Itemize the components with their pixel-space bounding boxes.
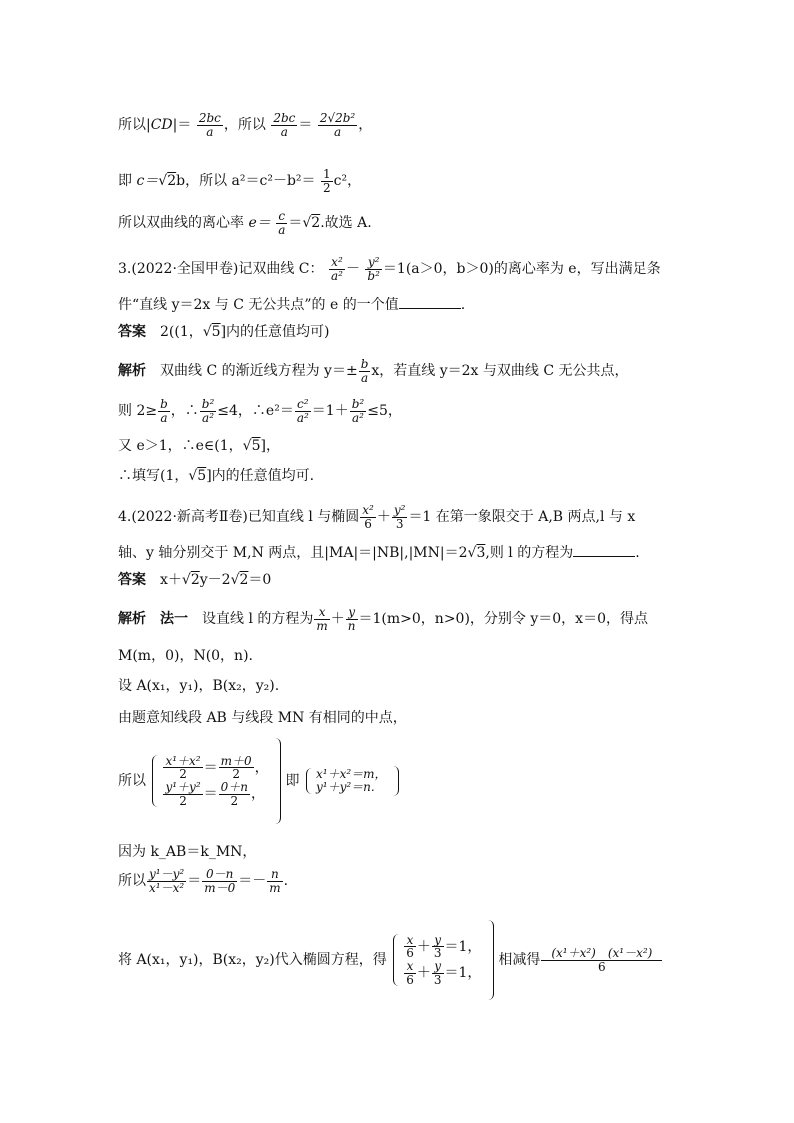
text: |＝ — [172, 117, 192, 134]
answer-4: 答案 x＋√2y－2√2＝0 — [118, 572, 272, 588]
fraction: $\frac{\text{x²}}{6}$ — [362, 503, 374, 531]
equation-system: $\frac{\text{x¹＋x²}}{2}$ ＝ $\frac{m+0}{2}$ ， $\frac{\text{y¹＋y²}}{2}$ ＝ $\frac{0+n}{2}$ ， — [152, 755, 268, 807]
question-3-line-1: 3.(2022·全国甲卷)记双曲线 C： $\frac{\text{x²}}{\text{a²}}$ － $\frac{\text{y²}}{\text{b²}}$ ＝1(a＞0，b＞0)的离心率为 e，写出满足条 — [118, 255, 661, 283]
equation-system: x¹＋x²＝m， y¹＋y²＝n. — [306, 768, 387, 794]
fraction: $\frac{y}{n}$ — [347, 605, 356, 633]
fraction: $\frac{\text{b²}}{\text{a²}}$ — [351, 397, 365, 425]
fraction: $\frac{b}{a}$ — [360, 357, 369, 385]
answer-blank — [399, 294, 461, 309]
fraction: $\frac{b}{a}$ — [160, 397, 168, 425]
text-line-3: 所以双曲线的离心率 e＝ $\frac{c}{a}$ ＝√2.故选 A. — [118, 209, 372, 237]
fraction: $\frac{\text{y²}}{\text{b²}}$ — [367, 255, 380, 283]
fraction: $\frac{\text{x²}}{\text{a²}}$ — [330, 255, 343, 283]
text: ，所以 — [223, 117, 266, 134]
fraction: $\frac{x}{m}$ — [316, 605, 328, 633]
fraction: $\frac{\text{2√2b²}}{a}$ — [319, 111, 356, 139]
solution-3-line-3: 又 e＞1，∴e∈(1，√5]， — [118, 438, 280, 454]
equation-system: $\frac{x}{6}$ ＋ $\frac{y}{3}$ ＝1， $\frac{x}{6}$ ＋ $\frac{y}{3}$ ＝1， — [393, 934, 481, 986]
answer-label: 答案 — [118, 572, 146, 588]
solution-4-line-3: 设 A(x₁，y₁)，B(x₂，y₂). — [118, 678, 280, 694]
answer-blank — [573, 542, 635, 557]
fraction: $\frac{c}{a}$ — [278, 209, 286, 237]
solution-3-line-1: 解析 双曲线 C 的渐近线方程为 y＝± $\frac{b}{a}$ x，若直线 y＝2x 与双曲线 C 无公共点， — [118, 357, 629, 385]
fraction: $\frac{n}{m}$ — [269, 867, 281, 895]
text: ， — [358, 117, 373, 134]
method-label: 法一 — [160, 611, 188, 628]
fraction: $\frac{0-n}{m-0}$ — [204, 867, 236, 895]
fraction: $\frac{\text{c²}}{\text{a²}}$ — [296, 397, 309, 425]
text-line-2: 即 c＝√2b，所以 a²＝c²－b²＝ $\frac{1}{2}$ c²， — [118, 167, 362, 195]
solution-3-line-2: 则 2≥ $\frac{b}{a}$ ，∴ $\frac{\text{b²}}{\text{a²}}$ ≤4，∴e²＝ $\frac{\text{c²}}{\text{a²}}$ ＝1＋ $\frac{\text{b²}}{\text{a²}}$ ≤5， — [118, 397, 402, 425]
question-4-line-1: 4.(2022·新高考Ⅱ卷)已知直线 l 与椭圆 $\frac{\text{x²}}{6}$ ＋ $\frac{\text{y²}}{3}$ ＝1 在第一象限交于 A,B 两点,l 与 x — [118, 503, 636, 531]
solution-4-line-2: M(m，0)，N(0，n). — [118, 648, 253, 664]
fraction: $\frac{\text{y²}}{3}$ — [393, 503, 406, 531]
solution-label: 解析 — [118, 363, 146, 380]
fraction: $\frac{2bc}{a}$ — [273, 111, 296, 139]
solution-4-line-1: 解析 法一 设直线 l 的方程为 $\frac{x}{m}$ ＋ $\frac{y}{n}$ ＝1(m>0，n>0)，分别令 y＝0，x＝0，得点 — [118, 605, 648, 633]
solution-4-line-6: 所以 $\frac{\text{y¹－y²}}{\text{x¹－x²}}$ ＝ $\frac{0-n}{m-0}$ ＝－ $\frac{n}{m}$ . — [118, 867, 289, 895]
solution-4-line-7: 将 A(x₁，y₁)，B(x₂，y₂)代入椭圆方程，得 $\frac{x}{6}$ ＋ $\frac{y}{3}$ ＝1， $\frac{x}{6}$ ＋ $\frac{y}{3}$ ＝1， 相减得 $\frac{\text{(x¹＋x²) (x¹－x²)}}{6}$ — [118, 920, 663, 1000]
fraction: $\frac{\text{(x¹＋x²) (x¹－x²)}}{6}$ — [541, 947, 662, 973]
solution-4-system-line: 所以 $\frac{\text{x¹＋x²}}{2}$ ＝ $\frac{m+0}{2}$ ， $\frac{\text{y¹＋y²}}{2}$ ＝ $\frac{0+n}{2}$ ， 即 x¹＋x²＝m， y¹＋y²＝n. — [118, 738, 399, 824]
solution-3-line-4: ∴填写(1，√5]内的任意值均可. — [118, 468, 315, 484]
solution-label: 解析 — [118, 611, 146, 628]
fraction: $\frac{\text{b²}}{\text{a²}}$ — [201, 397, 215, 425]
fraction: $\frac{2bc}{a}$ — [198, 111, 221, 139]
text: CD — [150, 117, 173, 134]
answer-3: 答案 2((1，√5]内的任意值均可) — [118, 324, 330, 340]
solution-4-line-4: 由题意知线段 AB 与线段 MN 有相同的中点， — [118, 710, 407, 726]
text: 所以| — [118, 117, 151, 134]
answer-label: 答案 — [118, 324, 146, 340]
fraction: $\frac{\text{y¹－y²}}{\text{x¹－x²}}$ — [149, 867, 185, 895]
solution-4-line-5: 因为 k_AB＝k_MN， — [118, 844, 257, 860]
question-3-line-2: 件“直线 y＝2x 与 C 无公共点”的 e 的一个值 . — [118, 294, 465, 315]
text-line-1 — [118, 112, 372, 138]
question-4-line-2: 轴、y 轴分别交于 M,N 两点，且|MA|＝|NB|,|MN|＝2√3,则 l 的方程为 . — [118, 542, 640, 563]
text: ＝ — [298, 117, 313, 134]
fraction: $\frac{1}{2}$ — [323, 167, 331, 195]
